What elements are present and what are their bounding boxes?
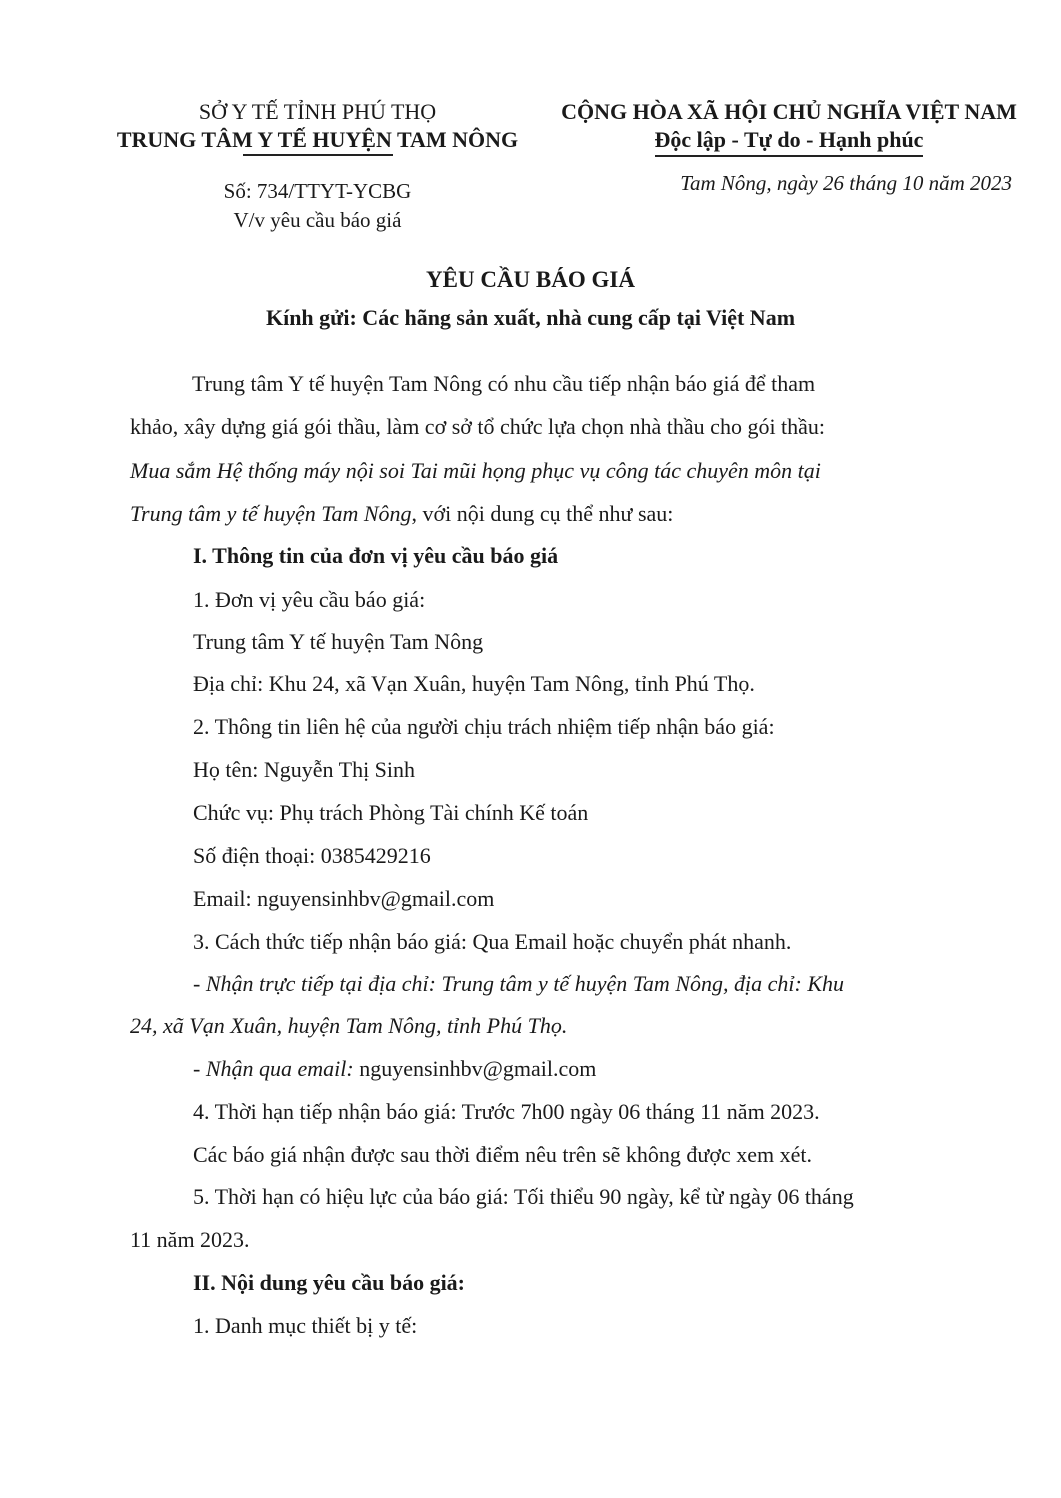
place-date: Tam Nông, ngày 26 tháng 10 năm 2023 — [680, 171, 1012, 195]
section-1-item-1: 1. Đơn vị yêu cầu báo giá: — [193, 587, 426, 612]
contact-email: Email: nguyensinhbv@gmail.com — [193, 886, 495, 911]
document-number-block — [140, 177, 495, 235]
unit-name: Trung tâm Y tế huyện Tam Nông — [193, 629, 484, 654]
section-1-item-5-line-2: 11 năm 2023. — [130, 1227, 250, 1252]
intro-line-4 — [130, 501, 673, 527]
motto-text: Độc lập - Tự do - Hạnh phúc — [655, 127, 924, 157]
contact-position: Chức vụ: Phụ trách Phòng Tài chính Kế toán — [193, 800, 589, 825]
intro-line-2: khảo, xây dựng giá gói thầu, làm cơ sở tổ chức lựa chọn nhà thầu cho gói thầu: — [130, 414, 826, 439]
section-2-item-1: 1. Danh mục thiết bị y tế: — [193, 1313, 418, 1338]
section-1-heading: I. Thông tin của đơn vị yêu cầu báo giá — [193, 543, 559, 568]
section-1-item-4-note: Các báo giá nhận được sau thời điểm nêu trên sẽ không được xem xét. — [193, 1142, 812, 1167]
republic-name: CỘNG HÒA XÃ HỘI CHỦ NGHĨA VIỆT NAM — [561, 99, 1017, 124]
department-name: SỞ Y TẾ TỈNH PHÚ THỌ — [198, 99, 437, 124]
header-left — [90, 98, 545, 156]
intro-line-3: Mua sắm Hệ thống máy nội soi Tai mũi họng phục vụ công tác chuyên môn tại — [130, 458, 821, 483]
header-right — [552, 98, 1026, 154]
section-1-item-3: 3. Cách thức tiếp nhận báo giá: Qua Email hoặc chuyển phát nhanh. — [193, 929, 792, 954]
recipient: Kính gửi: Các hãng sản xuất, nhà cung cấp tại Việt Nam — [265, 305, 796, 330]
section-1-item-4: 4. Thời hạn tiếp nhận báo giá: Trước 7h00 ngày 06 tháng 11 năm 2023. — [193, 1099, 820, 1124]
email-delivery-value: nguyensinhbv@gmail.com — [359, 1056, 597, 1081]
direct-delivery-line-2: 24, xã Vạn Xuân, huyện Tam Nông, tỉnh Phú Thọ. — [130, 1013, 568, 1038]
contact-phone: Số điện thoại: 0385429216 — [193, 843, 431, 868]
document-number: Số: 734/TTYT-YCBG — [223, 179, 412, 203]
section-1-item-5-line-1: 5. Thời hạn có hiệu lực của báo giá: Tối thiểu 90 ngày, kể từ ngày 06 tháng — [193, 1184, 854, 1209]
intro-line-1: Trung tâm Y tế huyện Tam Nông có nhu cầu tiếp nhận báo giá để tham — [192, 371, 816, 396]
direct-delivery-line-1: - Nhận trực tiếp tại địa chỉ: Trung tâm y tế huyện Tam Nông, địa chỉ: Khu — [193, 971, 844, 996]
intro-line-4-italic: Trung tâm y tế huyện Tam Nông — [130, 501, 412, 526]
center-name: TRUNG TÂM Y TẾ HUYỆN TAM NÔNG — [116, 127, 519, 152]
email-delivery-prefix: - Nhận qua email: — [193, 1056, 354, 1081]
section-1-item-2: 2. Thông tin liên hệ của người chịu trách nhiệm tiếp nhận báo giá: — [193, 714, 775, 739]
motto — [552, 126, 1026, 154]
contact-name: Họ tên: Nguyễn Thị Sinh — [193, 757, 416, 782]
unit-address: Địa chỉ: Khu 24, xã Vạn Xuân, huyện Tam Nông, tỉnh Phú Thọ. — [193, 671, 755, 696]
section-2-heading: II. Nội dung yêu cầu báo giá: — [193, 1270, 466, 1295]
document-subject: V/v yêu cầu báo giá — [233, 208, 402, 232]
document-title: YÊU CẦU BÁO GIÁ — [426, 267, 635, 292]
header-left-underline — [243, 154, 393, 156]
intro-line-4-rest: , với nội dung cụ thể như sau: — [411, 501, 674, 526]
email-delivery — [193, 1056, 596, 1082]
